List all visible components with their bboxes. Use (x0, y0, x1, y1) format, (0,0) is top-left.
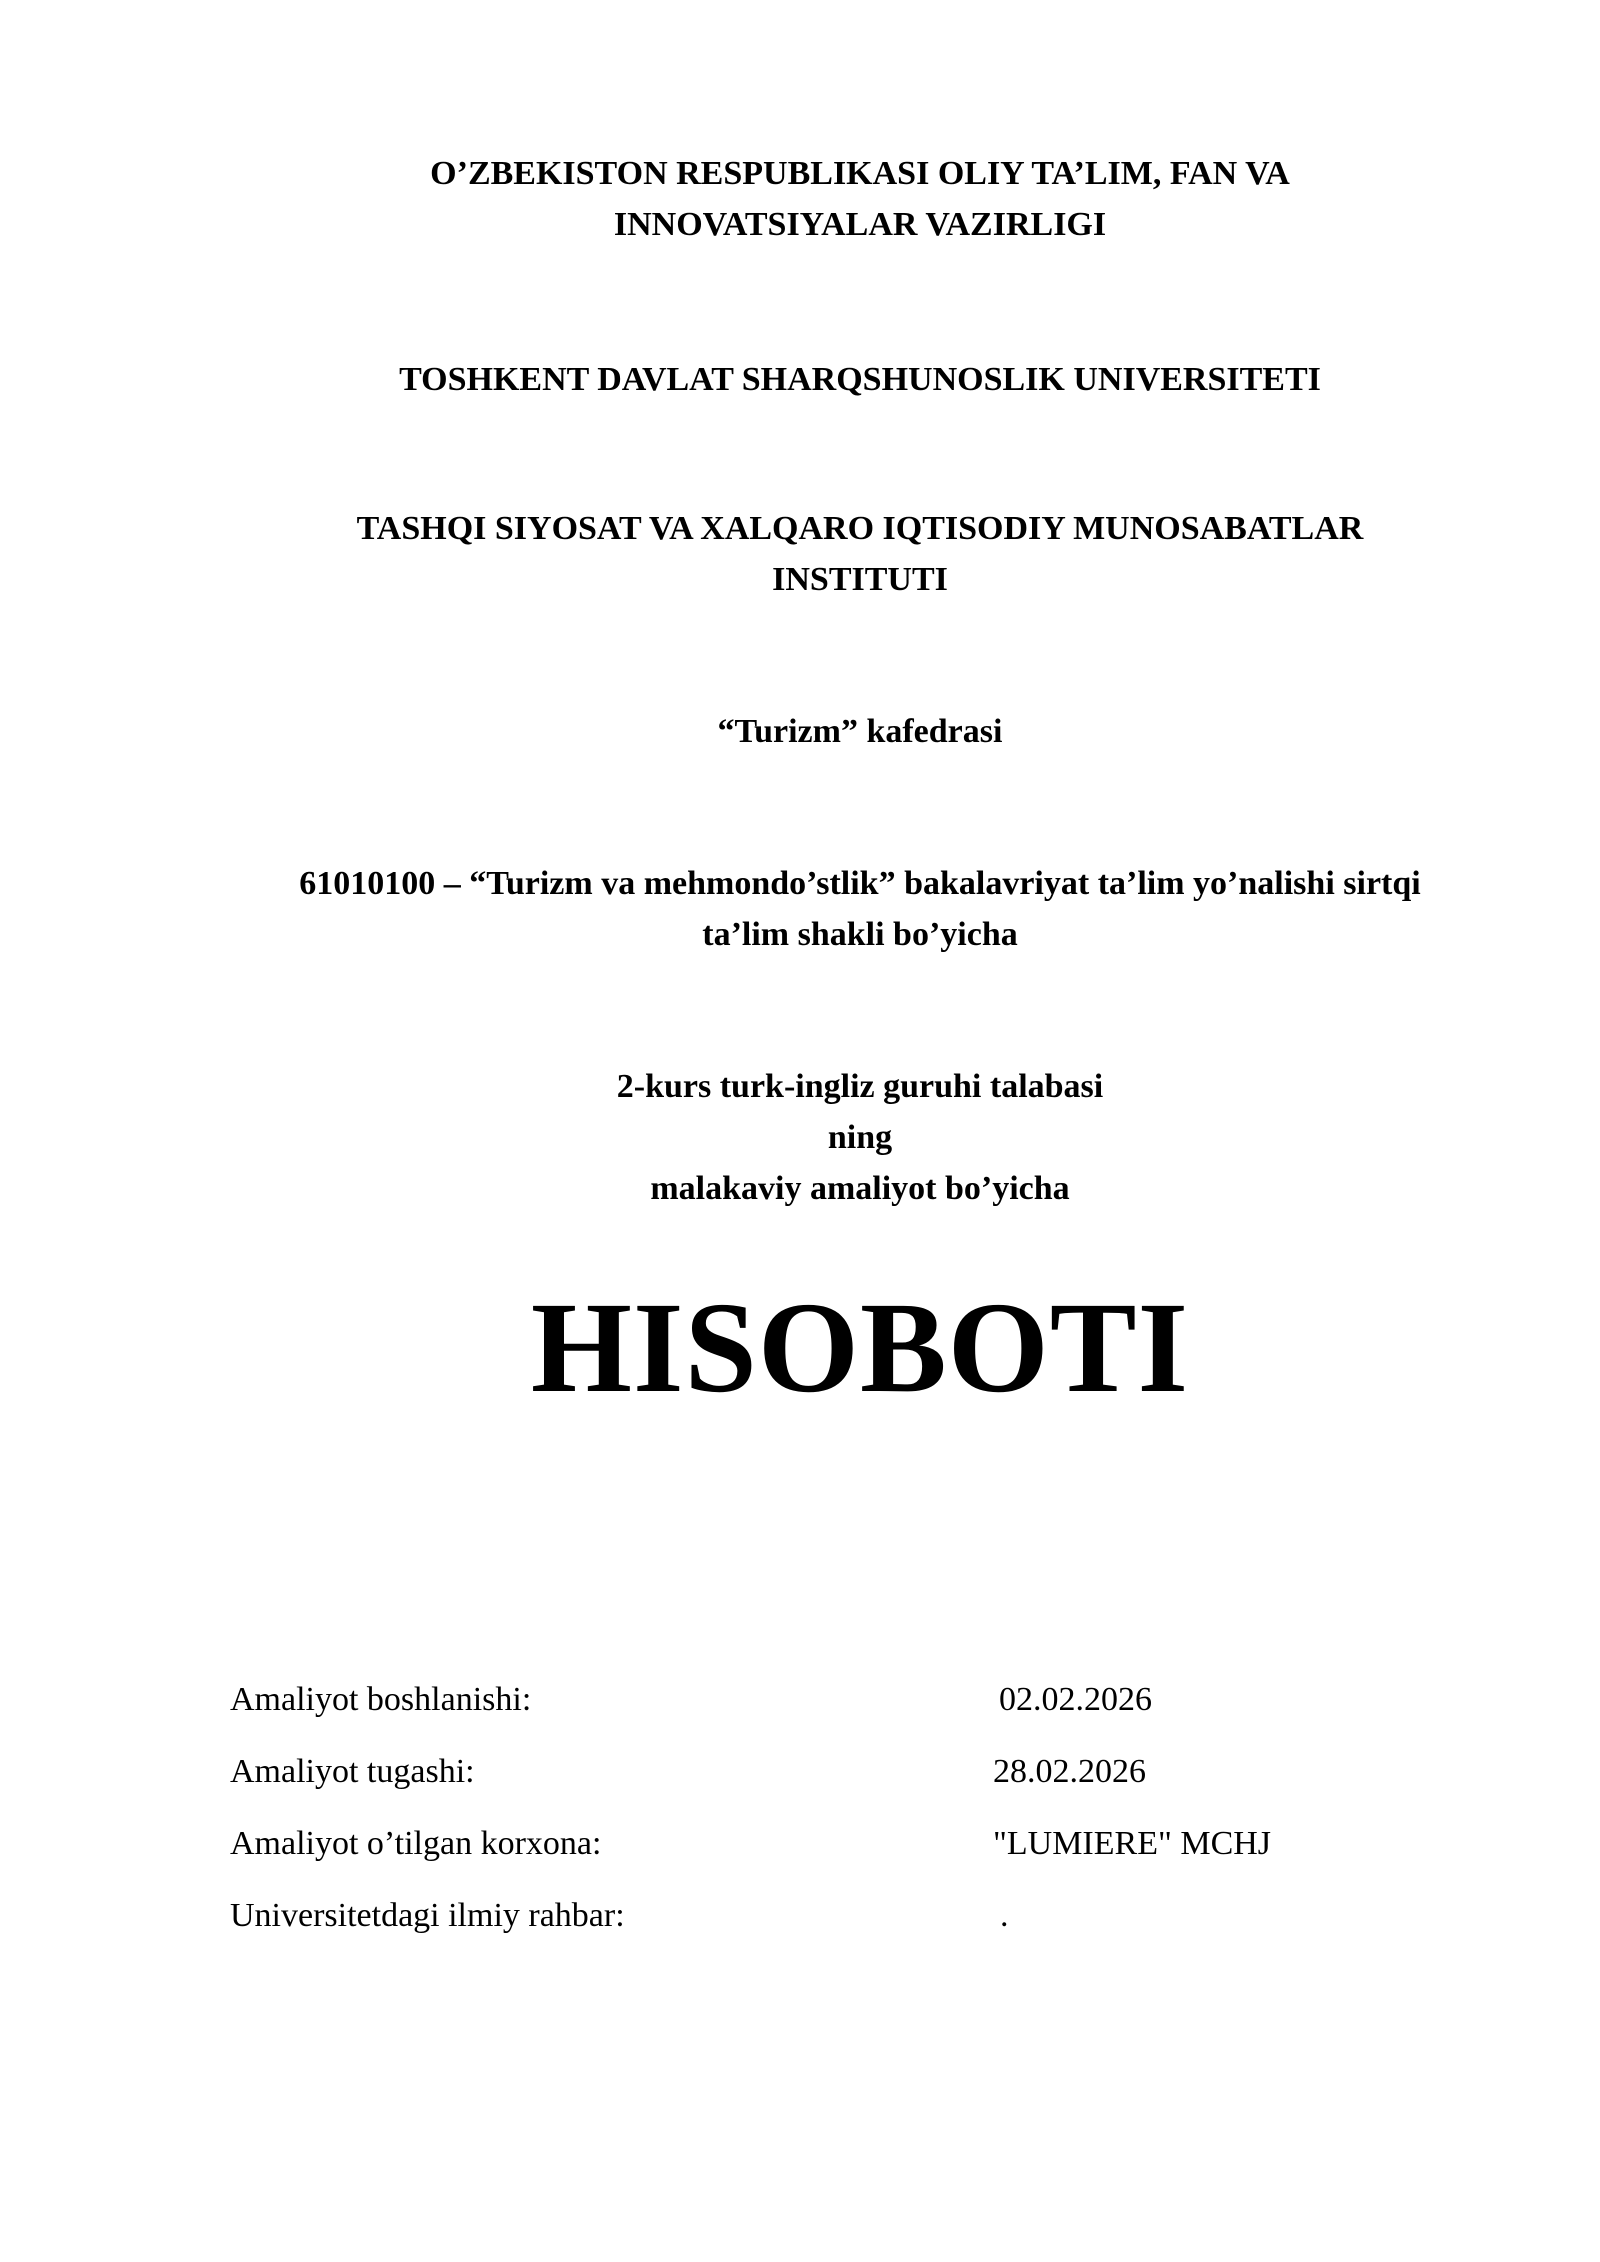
info-value: 02.02.2026 (999, 1681, 1152, 1718)
ministry-line-2: INNOVATSIYALAR VAZIRLIGI (613, 206, 1107, 243)
info-row-end-date (230, 1748, 1430, 1820)
practice-info-table (230, 1676, 1430, 1964)
ministry-heading (200, 148, 1520, 250)
university-name: TOSHKENT DAVLAT SHARQSHUNOSLIK UNIVERSITETI (399, 361, 1321, 398)
institute-heading (200, 503, 1520, 605)
institute-line-1: TASHQI SIYOSAT VA XALQARO IQTISODIY MUNOSABATLAR (356, 510, 1364, 547)
program-line-1: 61010100 – “Turizm va mehmondo’stlik” bakalavriyat ta’lim yo’nalishi sirtqi (299, 865, 1421, 902)
department-name: “Turizm” kafedrasi (717, 713, 1003, 750)
info-label: Amaliyot o’tilgan korxona: (230, 1825, 602, 1862)
institute-line-2: INSTITUTI (772, 561, 948, 598)
info-label: Amaliyot boshlanishi: (230, 1681, 532, 1718)
info-label: Universitetdagi ilmiy rahbar: (230, 1897, 625, 1934)
info-value: 28.02.2026 (993, 1753, 1146, 1790)
info-row-company (230, 1820, 1430, 1892)
university-heading (200, 354, 1520, 405)
program-line-2: ta’lim shakli bo’yicha (702, 916, 1018, 953)
info-value: . (1000, 1897, 1009, 1934)
info-value: "LUMIERE" MCHJ (993, 1825, 1272, 1862)
info-row-start-date (230, 1676, 1430, 1748)
info-label: Amaliyot tugashi: (230, 1753, 475, 1790)
ministry-line-1: O’ZBEKISTON RESPUBLIKASI OLIY TA’LIM, FAN VA (430, 155, 1290, 192)
info-row-supervisor (230, 1892, 1430, 1964)
student-info (200, 1061, 1520, 1214)
student-line-2: ning (827, 1119, 893, 1156)
student-line-3: malakaviy amaliyot bo’yicha (650, 1170, 1070, 1207)
program-heading (200, 858, 1520, 960)
document-title: HISOBOTI (530, 1276, 1190, 1420)
student-line-1: 2-kurs turk-ingliz guruhi talabasi (616, 1068, 1104, 1105)
department-heading (200, 706, 1520, 757)
